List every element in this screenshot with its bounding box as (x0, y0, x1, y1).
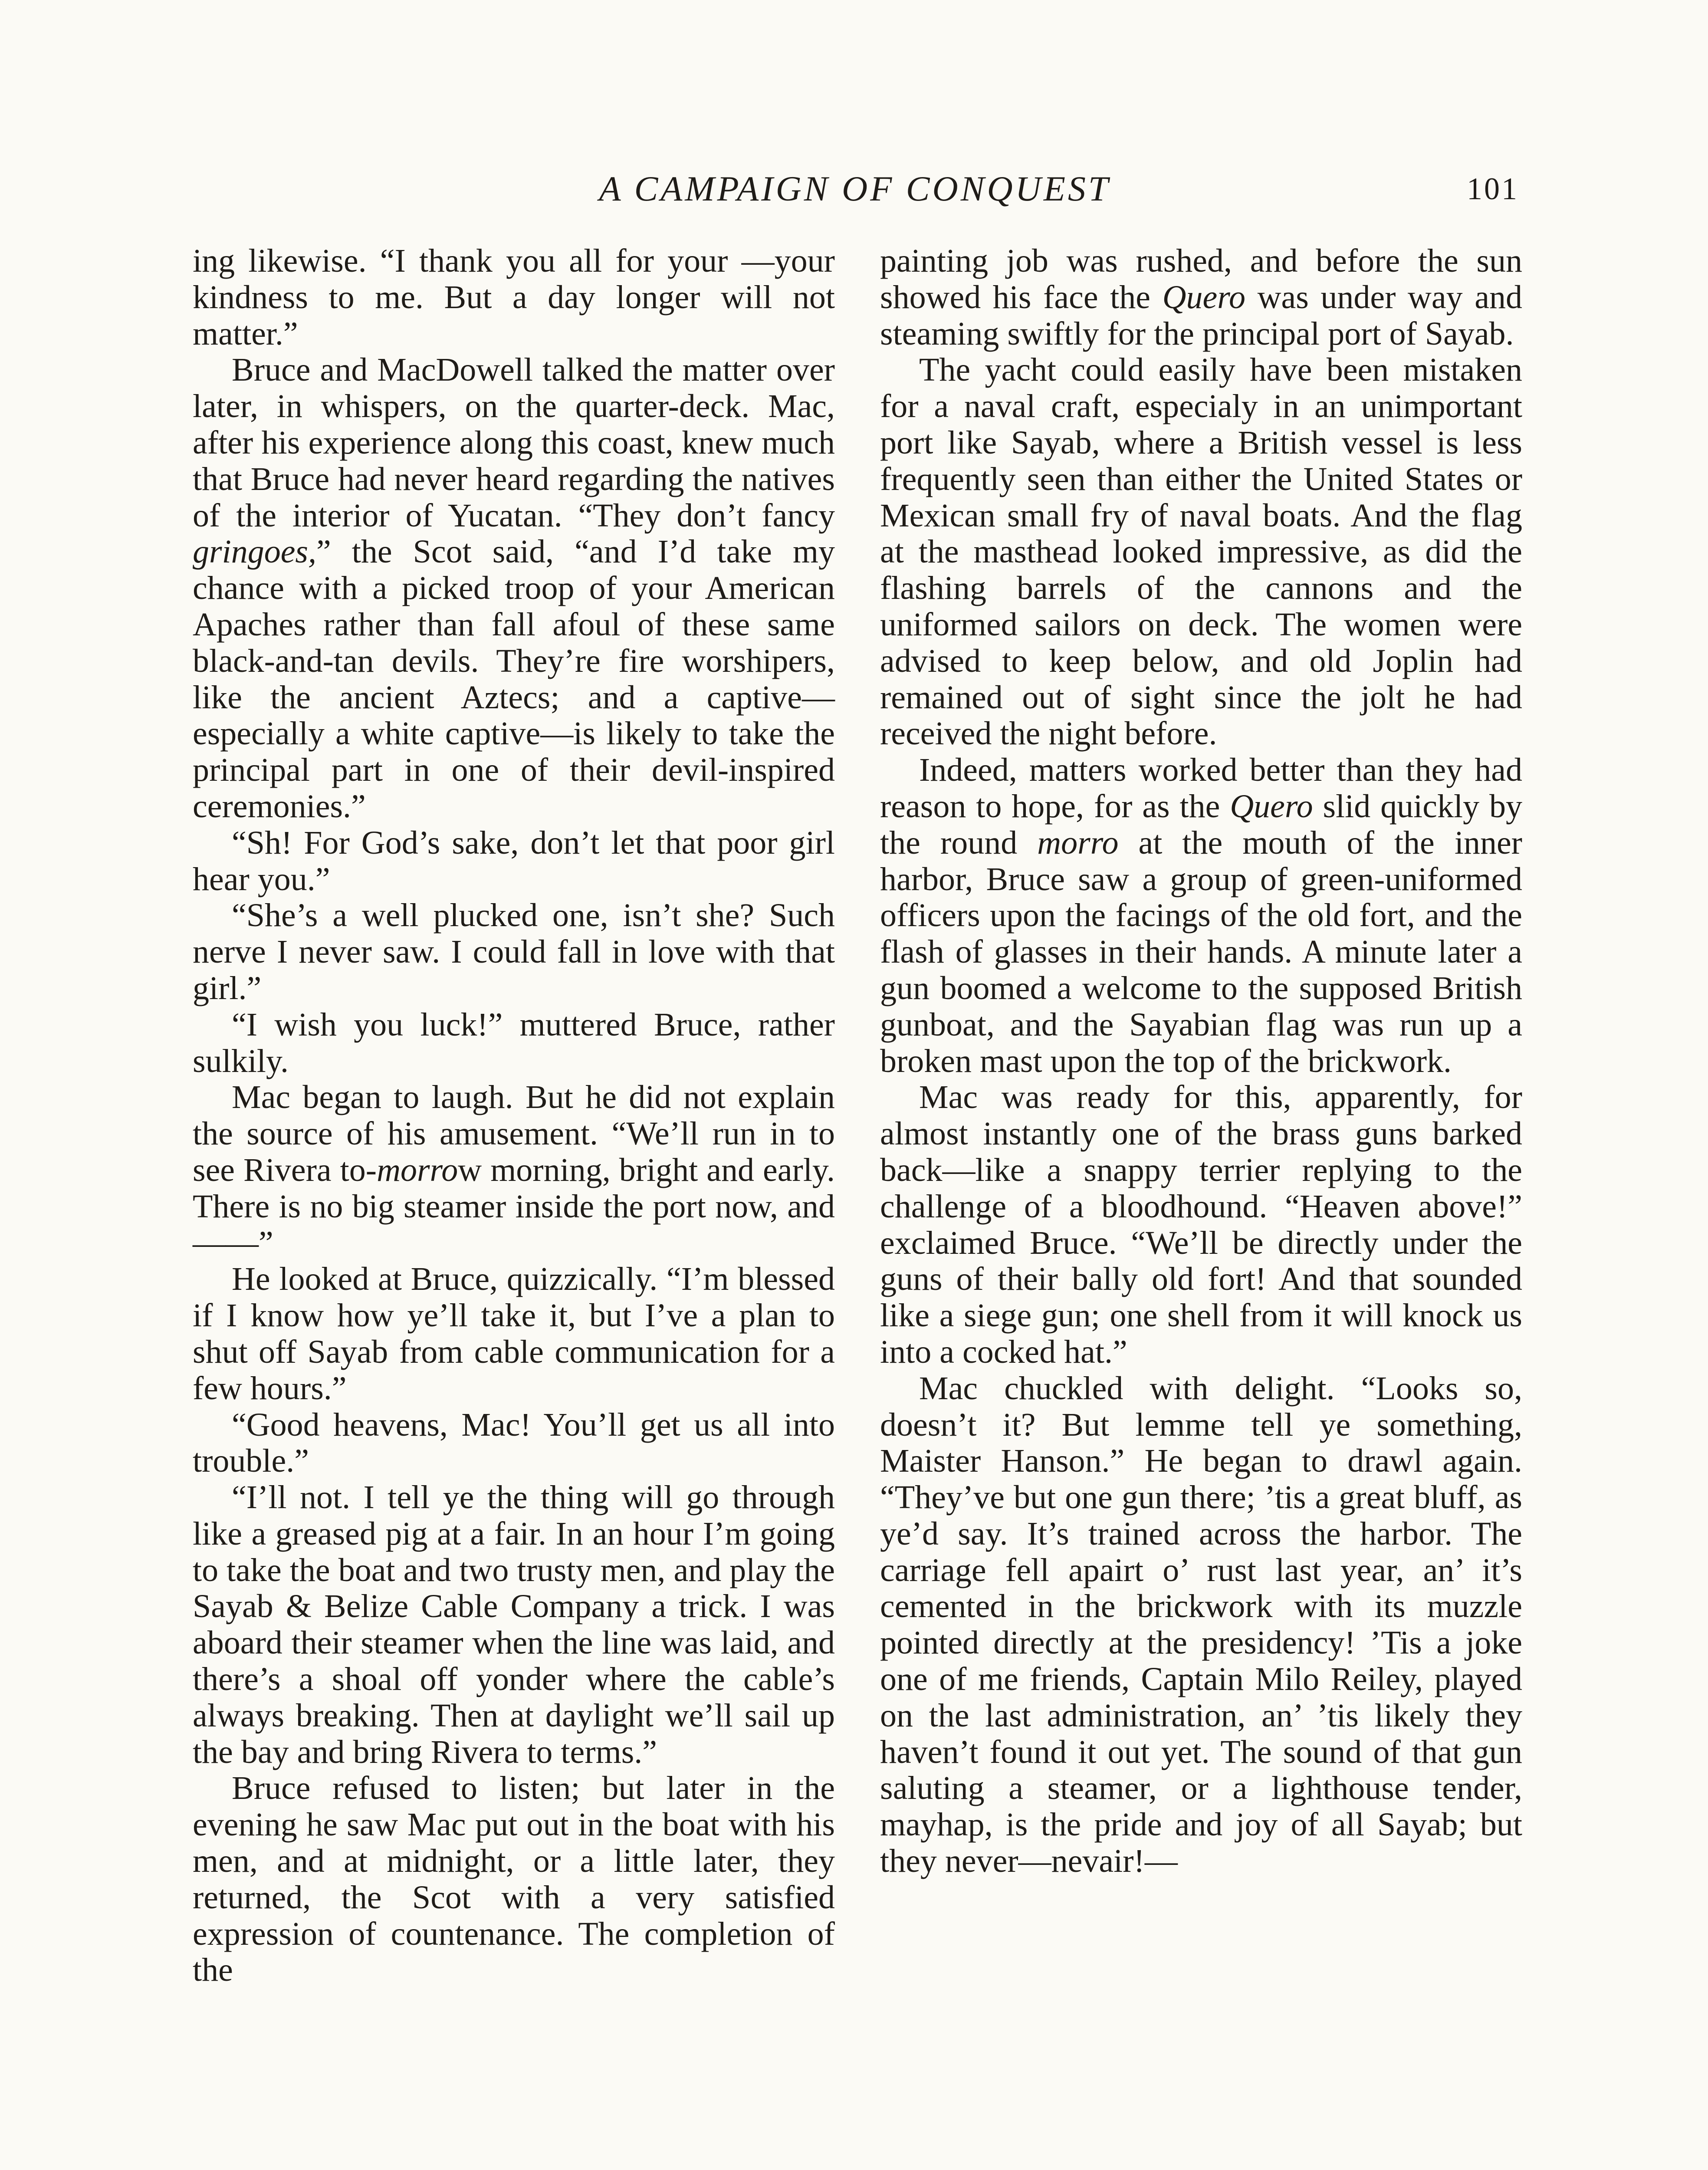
right-column (880, 243, 1522, 1880)
page-number: 101 (1467, 171, 1519, 206)
running-head (191, 165, 1519, 213)
paragraph: Bruce and MacDowell talked the matter over later, in whispers, on the quarter-deck. Mac, after his experience along this coast, knew much that Bruce had never heard regarding the natives of the interior of Yucatan. “They don’t fancy gringoes,” the Scot said, “and I’d take my chance with a picked troop of your American Apaches rather than fall afoul of these same black-and-tan devils. They’re fire worshipers, like the ancient Aztecs; and a captive—especially a white captive—is likely to take the principal part in one of their devil-inspired ceremonies.” (193, 352, 835, 825)
left-column (193, 243, 835, 1989)
paragraph: “I wish you luck!” muttered Bruce, rather sulkily. (193, 1006, 835, 1079)
paragraph: The yacht could easily have been mistaken for a naval craft, especialy in an unimportant port like Sayab, where a British vessel is less frequently seen than either the United States or Mexican small fry of naval boats. And the flag at the masthead looked impressive, as did the flashing barrels of the cannons and the uniformed sailors on deck. The women were advised to keep below, and old Joplin had remained out of sight since the jolt he had received the night before. (880, 352, 1522, 752)
paragraph: Indeed, matters worked better than they had reason to hope, for as the Quero slid quickly by the round morro at the mouth of the inner harbor, Bruce saw a group of green-uniformed officers upon the facings of the old fort, and the flash of glasses in their hands. A minute later a gun boomed a welcome to the supposed British gunboat, and the Sayabian flag was run up a broken mast upon the top of the brickwork. (880, 752, 1522, 1079)
paragraph: “She’s a well plucked one, isn’t she? Such nerve I never saw. I could fall in love with that girl.” (193, 897, 835, 1006)
paragraph: painting job was rushed, and before the sun showed his face the Quero was under way and steaming swiftly for the principal port of Sayab. (880, 243, 1522, 352)
paragraph: “Good heavens, Mac! You’ll get us all into trouble.” (193, 1406, 835, 1480)
paragraph: Mac chuckled with delight. “Looks so, doesn’t it? But lemme tell ye something, Maister Hanson.” He began to drawl again. “They’ve but one gun there; ’tis a great bluff, as ye’d say. It’s trained across the harbor. The carriage fell apairt o’ rust last year, an’ it’s cemented in the brickwork with its muzzle pointed directly at the presidency! ’Tis a joke one of me friends, Captain Milo Reiley, played on the last administration, an’ ’tis likely they haven’t found it out yet. The sound of that gun saluting a steamer, or a lighthouse tender, mayhap, is the pride and joy of all Sayab; but they never—nevair!— (880, 1370, 1522, 1880)
paragraph: ing likewise. “I thank you all for your —your kindness to me. But a day longer will not matter.” (193, 243, 835, 352)
paragraph: Bruce refused to listen; but later in the evening he saw Mac put out in the boat with his men, and at midnight, or a little later, they returned, the Scot with a very satisfied expression of countenance. The completion of the (193, 1770, 835, 1989)
paragraph: “Sh! For God’s sake, don’t let that poor girl hear you.” (193, 824, 835, 898)
paragraph: “I’ll not. I tell ye the thing will go through like a greased pig at a fair. In an hour I’m going to take the boat and two trusty men, and play the Sayab & Belize Cable Company a trick. I was aboard their steamer when the line was laid, and there’s a shoal off yonder where the cable’s always breaking. Then at daylight we’ll sail up the bay and bring Rivera to terms.” (193, 1479, 835, 1770)
paragraph: Mac was ready for this, apparently, for almost instantly one of the brass guns barked back—like a snappy terrier replying to the challenge of a bloodhound. “Heaven above!” exclaimed Bruce. “We’ll be directly under the guns of their bally old fort! And that sounded like a siege gun; one shell from it will knock us into a cocked hat.” (880, 1079, 1522, 1370)
running-title: A CAMPAIGN OF CONQUEST (599, 169, 1111, 208)
paragraph: He looked at Bruce, quizzically. “I’m blessed if I know how ye’ll take it, but I’ve a plan to shut off Sayab from cable communication for a few hours.” (193, 1261, 835, 1407)
paragraph: Mac began to laugh. But he did not explain the source of his amusement. “We’ll run in to see Rivera to-morrow morning, bright and early. There is no big steamer inside the port now, and——” (193, 1079, 835, 1261)
